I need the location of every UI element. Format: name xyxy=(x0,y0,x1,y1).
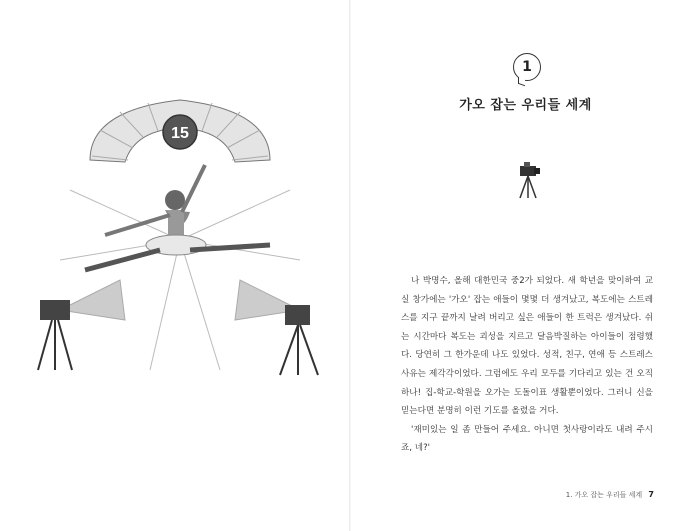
chapter-number-badge xyxy=(513,53,541,81)
ballerina-figure xyxy=(85,165,270,270)
right-page xyxy=(351,0,700,531)
chapter-number: 1 xyxy=(522,59,532,75)
medallion-text: 15 xyxy=(171,125,189,142)
running-title: 1. 가오 잡는 우리들 세계 xyxy=(565,491,643,499)
spotlight-camera-icon xyxy=(516,160,542,200)
page-number: 7 xyxy=(648,490,654,499)
spotlight-right xyxy=(235,280,318,375)
paragraph-1: 나 박명수, 올해 대한민국 중2가 되었다. 새 학년을 맞이하여 교실 창가에는 '가오' 잡는 애들이 몇몇 더 생겨났고, 복도에는 스트레스를 지구 끝까지 날려 버리고 싶은 애들이 한 트럭은 생겨났다. 쉬는 시간마다 복도는 괴성을 지르고 달음박질하는 아이들이 점령했다. 당연히 그 한가운데 나도 있었다. 성적, 친구, 연애 등 스트레스 사유는 제각각이었다. 그럼에도 우리 모두를 기다리고 있는 건 오직 하나! 집-학교-학원을 오가는 도돌이표 생활뿐이었다. 그러니 신을 믿는다면 분명히 이런 기도를 올렸을 거다. xyxy=(401,276,653,417)
left-page xyxy=(0,0,349,531)
running-footer xyxy=(566,490,654,500)
chapter-title: 가오 잡는 우리들 세계 xyxy=(459,98,592,113)
paragraph-2-quote: '재미있는 일 좀 만들어 주세요. 아니면 첫사랑이라도 내려 주시죠, 네?' xyxy=(401,424,653,454)
body-text xyxy=(401,272,653,458)
ballerina-illustration xyxy=(30,90,330,390)
spotlight-left xyxy=(38,280,125,370)
